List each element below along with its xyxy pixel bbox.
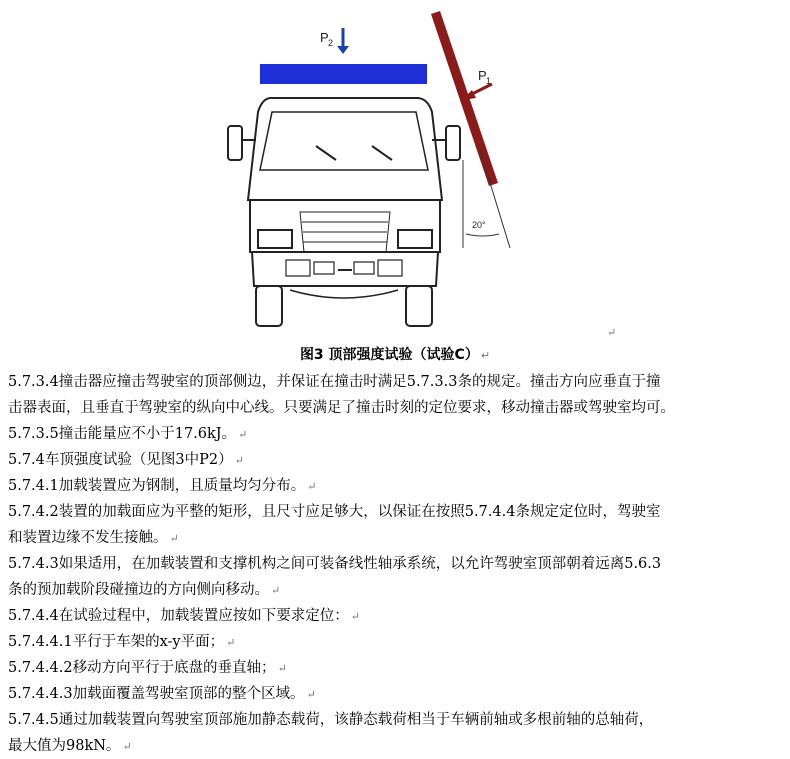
body-line: 最大值为98kN。 ↵ [8, 738, 132, 754]
body-line: 5.7.4.1加载装置应为钢制，且质量均匀分布。 ↵ [8, 478, 317, 494]
body-line: 5.7.4.2装置的加载面应为平整的矩形，且尺寸应足够大，以保证在按照5.7.4.4条规定定位时，驾驶室 [8, 504, 661, 520]
body-line: 5.7.4.4.3加载面覆盖驾驶室顶部的整个区域。 ↵ [8, 686, 316, 702]
figure-paragraph-mark: ↵ [607, 326, 617, 339]
load-plate [260, 64, 427, 84]
body-line: 和装置边缘不发生接触。 ↵ [8, 530, 179, 546]
p1-label-sub: 1 [486, 76, 492, 86]
body-line: 5.7.4.4在试验过程中，加载装置应按如下要求定位： ↵ [8, 608, 360, 624]
body-line: 5.7.4.4.2移动方向平行于底盘的垂直轴； ↵ [8, 660, 287, 676]
body-line: 5.7.4.3如果适用，在加载装置和支撑机构之间可装备线性轴承系统，以允许驾驶室顶部朝着远离5.6.3 [8, 556, 662, 572]
body-line: 5.7.4.4.1平行于车架的x-y平面； ↵ [8, 634, 236, 650]
figure-caption-text: 图3 顶部强度试验（试验C） [299, 347, 479, 363]
document-body [8, 369, 786, 759]
body-line: 击器表面，且垂直于驾驶室的纵向中心线。只要满足了撞击时刻的定位要求，移动撞击器或驾驶室均可。 [8, 400, 675, 416]
angle-reference [480, 150, 510, 248]
body-line: 5.7.3.4撞击器应撞击驾驶室的顶部侧边，并保证在撞击时满足5.7.3.3条的规定。撞击方向应垂直于撞 [8, 374, 661, 390]
body-line: 条的预加载阶段碰撞边的方向侧向移动。 ↵ [8, 582, 281, 598]
p1-label: P [478, 68, 487, 83]
body-line: 5.7.3.5撞击能量应不小于17.6kJ。 ↵ [8, 426, 248, 442]
figure-caption [0, 344, 790, 364]
p2-label: P [320, 30, 329, 45]
truck-figure [0, 0, 790, 345]
truck-cab [228, 98, 460, 326]
angle-arc [466, 234, 499, 236]
p2-arrow-head [337, 46, 349, 54]
body-line: 5.7.4.5通过加载装置向驾驶室顶部施加静态载荷，该静态载荷相当于车辆前轴或多根前轴的总轴荷， [8, 712, 654, 728]
p2-label-sub: 2 [328, 38, 334, 48]
body-line: 5.7.4车顶强度试验（见图3中P2） ↵ [8, 452, 244, 468]
caption-paragraph-mark: ↵ [480, 349, 491, 362]
angle-label: 20° [472, 220, 486, 230]
